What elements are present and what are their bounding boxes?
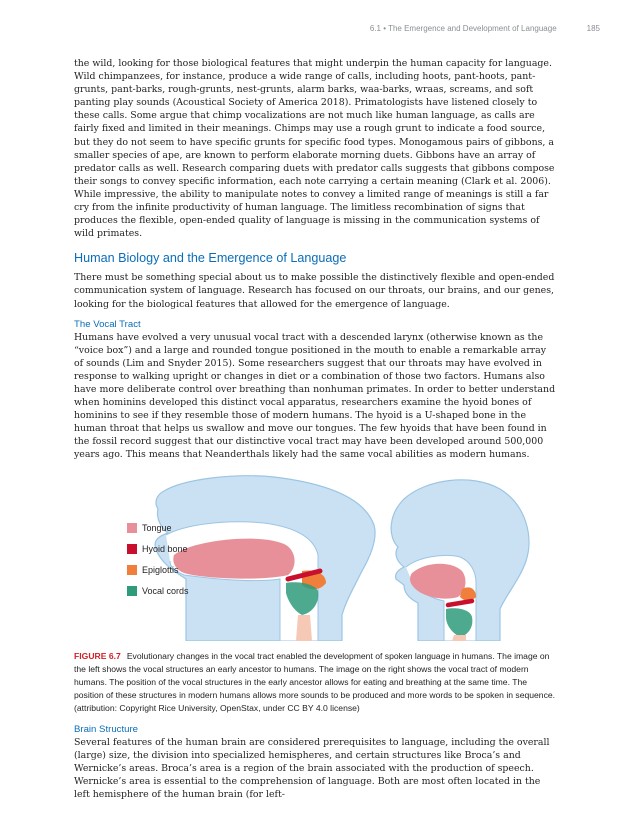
figure-caption <box>74 650 556 716</box>
legend-label: Tongue <box>142 523 172 534</box>
legend-swatch-epiglottis <box>127 565 137 575</box>
running-head-chapter: 6.1 • The Emergence and Development of Language <box>369 24 557 33</box>
running-head <box>300 24 600 33</box>
legend-swatch-vocal-cords <box>127 586 137 596</box>
legend-item-epiglottis <box>127 560 189 581</box>
brain-structure-paragraph: Several features of the human brain are considered prerequisites to language, including the overall (large) size, the division into specialized hemispheres, and certain structures like Broca’s and Wernicke’s areas. Broca’s area is a region of the brain associated with the production of speech. Wernicke’s area is essential to the comprehension of language. Both are most often located in the left hemisphere of the human brain (for left- <box>74 736 550 800</box>
intro-paragraph: the wild, looking for those biological features that might underpin the human capacity for language. Wild chimpanzees, for instance, produce a wide range of calls, including hoots, pant-hoots, pant-grunts, pant-barks, rough-grunts, nest-grunts, alarm barks, waa-barks, wraas, screams, and soft panting play sounds (Acoustical Society of America 2018). Primatologists have listened closely to these calls. Some argue that chimp vocalizations are not much like human language, as calls are fairly fixed and limited in their meanings. Chimps may use a rough grunt to indicate a food source, but they do not seem to have specific grunts for specific food types. Monogamous pairs of gibbons, a smaller species of ape, are known to perform elaborate morning duets. Gibbons have an array of predator calls as well. Research comparing duets with predator calls suggests that gibbons compose their songs to convey specific information, each note carrying a certain meaning (Clark et al. 2006). While impressive, the ability to manipulate notes to convey a limited range of meanings is still a far cry from the infinite productivity of human language. The limitless recombination of signs that produces the flexible, open-ended quality of language is missing in the communication systems of wild primates. <box>74 58 555 240</box>
vocal-tract-heading: The Vocal Tract <box>74 318 141 330</box>
legend-label: Hyoid bone <box>142 544 188 555</box>
page-content <box>74 57 556 801</box>
legend-label: Vocal cords <box>142 586 189 597</box>
legend-item-tongue <box>127 518 189 539</box>
page-number: 185 <box>586 24 600 33</box>
figure-vocal-tract <box>74 475 556 641</box>
legend-item-vocal-cords <box>127 581 189 602</box>
vocal-tract-paragraph: Humans have evolved a very unusual vocal tract with a descended larynx (otherwise known as the “voice box”) and a large and rounded tongue positioned in the mouth to enable a remarkable array of sounds (Lim and Snyder 2015). Some researchers suggest that our throats may have evolved in response to walking upright or changes in diet or a combination of those two factors. Humans also have more deliberate control over breathing than nonhuman primates. In order to better understand when hominins developed this distinct vocal apparatus, researchers examine the hyoid bones of hominins to see if they resemble those of modern humans. The hyoid is a U-shaped bone in the human throat that helps us swallow and move our tongues. The few hyoids that have been found in the fossil record suggest that our distinctive vocal tract may have been developed around 500,000 years ago. This means that Neanderthals likely had the same vocal abilities as modern humans. <box>74 331 556 461</box>
legend-swatch-tongue <box>127 523 137 533</box>
section-intro-paragraph: There must be something special about us to make possible the distinctively flexible and open-ended communication system of language. Research has focused on our throats, our brains, and our genes, looking for the biological features that allowed for the emergence of language. <box>74 272 555 310</box>
brain-structure-heading: Brain Structure <box>74 723 138 735</box>
section-heading: Human Biology and the Emergence of Language <box>74 251 347 266</box>
legend-label: Epiglottis <box>142 565 179 576</box>
legend-item-hyoid-bone <box>127 539 189 560</box>
figure-legend <box>127 518 189 602</box>
modern-head <box>391 479 529 640</box>
figure-caption-label: FIGURE 6.7 <box>74 650 121 661</box>
figure-caption-text: Evolutionary changes in the vocal tract enabled the development of spoken language in humans. The image on the left shows the vocal structures an early ancestor to humans. The image on the right shows the vocal tract of modern humans. The position of the vocal structures in the early ancestor allows for eating and breathing at the same time. The position of these structures in modern humans allows more sounds to be produced and more words to be spoken in sequence. (attribution: Copyright Rice University, OpenStax, under CC BY 4.0 license) <box>74 650 556 714</box>
legend-swatch-hyoid-bone <box>127 544 137 554</box>
